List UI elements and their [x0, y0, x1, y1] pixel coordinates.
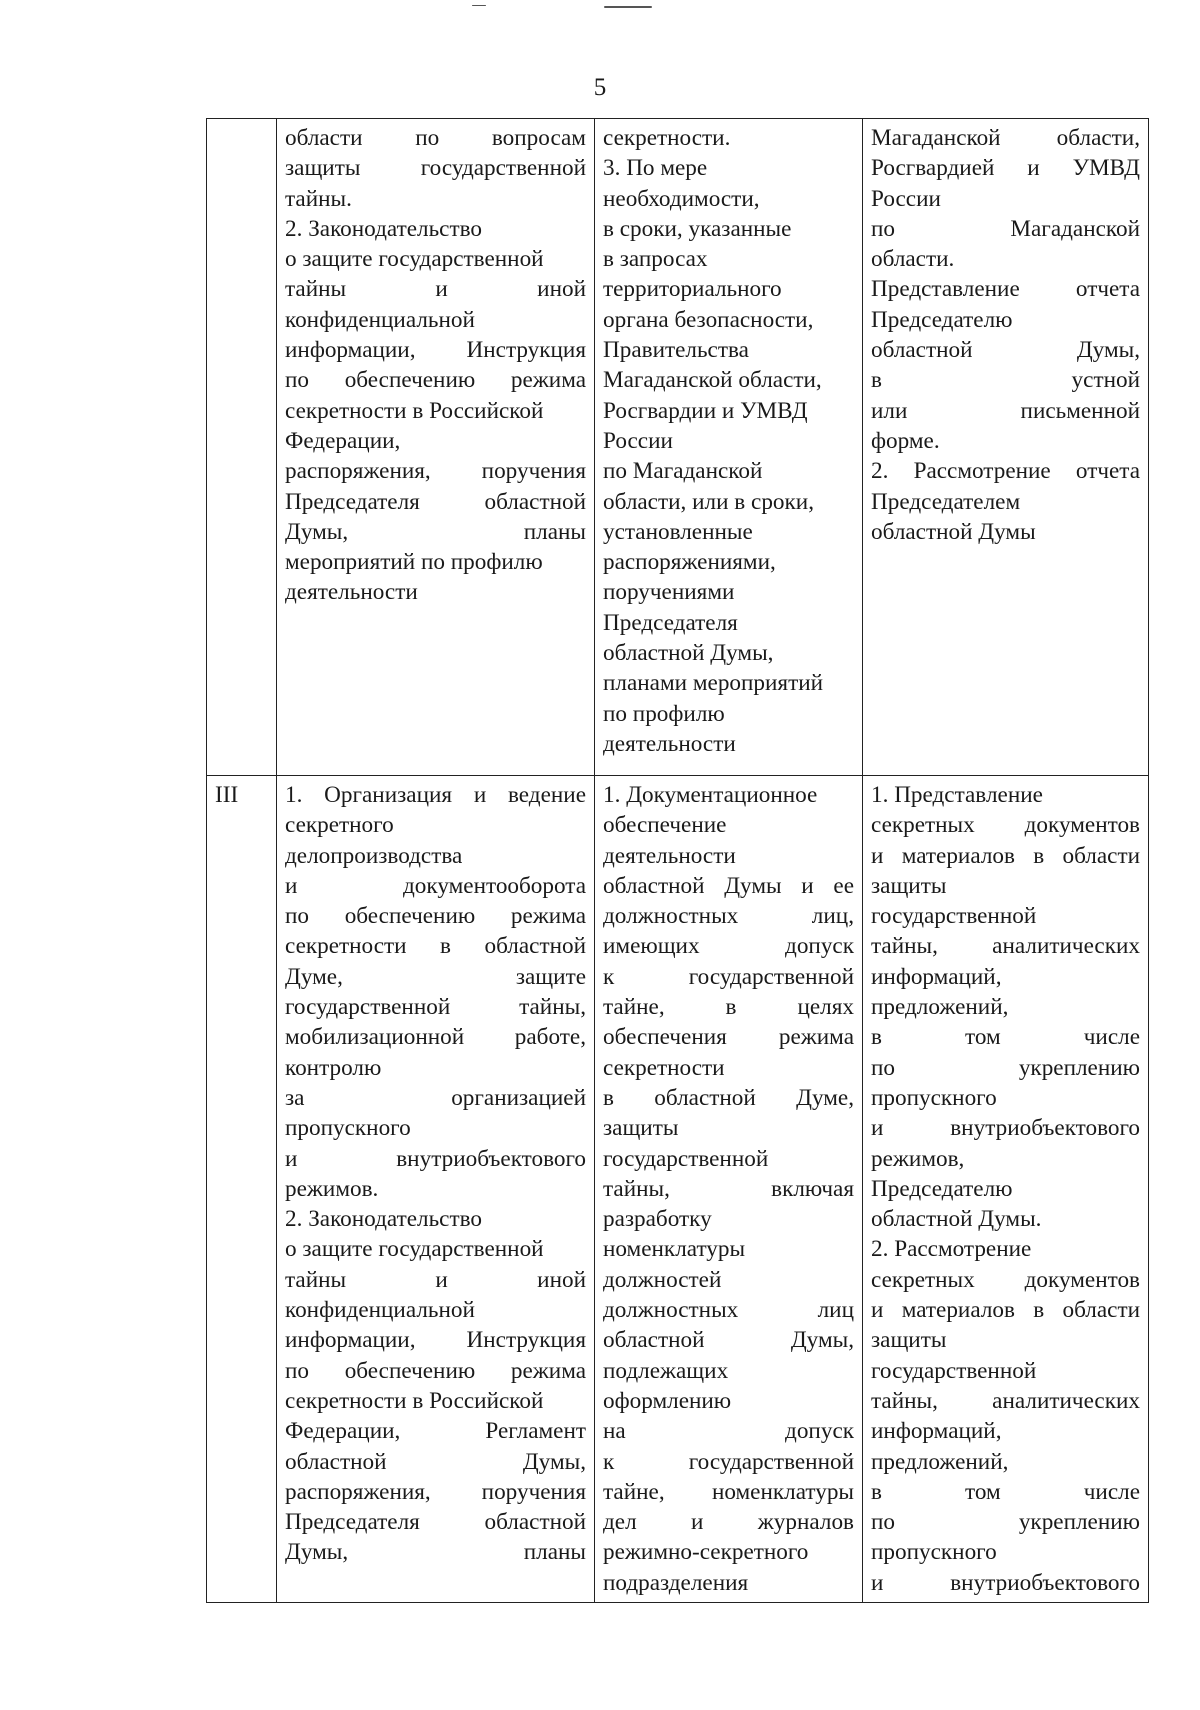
cell-text-line: имеющих допуск: [603, 933, 854, 960]
cell-text-line: секретности.: [603, 125, 731, 151]
cell-text-line: и материалов в области: [871, 842, 1140, 869]
cell-text-line: Председателя областной: [285, 1509, 586, 1536]
cell-text-line: обеспечения режима: [603, 1024, 854, 1051]
scan-speck: [472, 5, 486, 6]
cell-text-line: Магаданской области,: [603, 367, 822, 394]
result-cell: [863, 776, 1149, 1603]
cell-text-line: к государственной: [603, 963, 854, 990]
deadline-cell: [595, 119, 863, 776]
cell-text-line: оформлению: [603, 1387, 732, 1414]
cell-text-line: тайне, номенклатуры: [603, 1478, 854, 1505]
cell-text-line: по профилю: [603, 700, 725, 727]
cell-text-line: пропускного: [871, 1084, 997, 1111]
cell-text-line: секретных документов: [871, 812, 1140, 839]
cell-text-line: областной Думы,: [603, 640, 774, 667]
cell-text-line: областной Думы: [871, 518, 1036, 545]
cell-text-line: или письменной: [871, 397, 1140, 424]
cell-text-line: защиты государственной: [285, 155, 586, 182]
cell-text-line: должностных лиц: [603, 1297, 854, 1324]
cell-text-line: в сроки, указанные: [603, 215, 792, 242]
cell-text-line: 2. Рассмотрение: [871, 1236, 1032, 1263]
cell-text-line: предложений,: [871, 994, 1009, 1021]
cell-text-line: Председателя областной: [285, 488, 586, 515]
cell-text-line: в запросах: [603, 246, 708, 273]
content-cell: [277, 776, 595, 1603]
cell-text-line: установленные: [603, 518, 753, 545]
table-row: [207, 119, 1149, 776]
cell-text-line: России: [603, 427, 673, 454]
cell-text-line: форме.: [871, 427, 940, 454]
cell-text-line: распоряжения, поручения: [285, 1478, 586, 1505]
cell-text-line: Председателю: [871, 1175, 1013, 1202]
cell-text-line: Росгвардии и УМВД: [603, 397, 808, 424]
cell-text-line: 1. Организация и ведение: [285, 782, 586, 808]
cell-text-line: государственной: [871, 1357, 1037, 1384]
cell-text-line: Председателя: [603, 609, 738, 636]
cell-text-line: Росгвардией и УМВД: [871, 155, 1140, 182]
cell-text-line: области.: [871, 246, 955, 273]
cell-text-line: по Магаданской: [603, 458, 763, 485]
cell-text-line: делопроизводства: [285, 842, 463, 869]
cell-text-line: разработку: [603, 1206, 712, 1233]
cell-text-line: конфиденциальной: [285, 1297, 475, 1324]
cell-text-line: к государственной: [603, 1448, 854, 1475]
cell-text-line: 1. Документационное: [603, 782, 818, 808]
cell-text-line: информаций,: [871, 963, 1002, 990]
cell-text-line: в том числе: [871, 1478, 1140, 1505]
cell-text-line: должностей: [603, 1266, 722, 1293]
cell-text-line: по обеспечению режима: [285, 1357, 586, 1384]
cell-text-line: областной Думы,: [871, 337, 1140, 364]
cell-text-line: областной Думы,: [285, 1448, 586, 1475]
cell-text-line: номенклатуры: [603, 1236, 746, 1263]
cell-text-line: Магаданской области,: [871, 125, 1140, 151]
cell-text-line: и внутриобъектового: [871, 1569, 1140, 1596]
cell-text-line: 2. Законодательство: [285, 1206, 482, 1233]
cell-text-line: Представление отчета: [871, 276, 1140, 303]
cell-text-line: 3. По мере: [603, 155, 708, 182]
cell-text-line: государственной: [871, 903, 1037, 930]
content-cell: [277, 119, 595, 776]
cell-text-line: Думы, планы: [285, 518, 586, 545]
cell-text-line: дел и журналов: [603, 1509, 854, 1536]
cell-text-line: области по вопросам: [285, 125, 586, 151]
cell-text-line: распоряжения, поручения: [285, 458, 586, 485]
row-number-cell: [207, 119, 277, 776]
cell-text-line: тайны, аналитических: [871, 1387, 1140, 1414]
row-number-cell: III: [207, 776, 277, 1603]
cell-text-line: Федерации,: [285, 427, 401, 454]
cell-text-line: области, или в сроки,: [603, 488, 814, 515]
cell-text-line: по укреплению: [871, 1509, 1140, 1536]
deadline-cell: [595, 776, 863, 1603]
cell-text-line: подразделения: [603, 1569, 749, 1596]
cell-text-line: деятельности: [603, 842, 736, 869]
cell-text-line: контролю: [285, 1054, 382, 1081]
cell-text-line: областной Думы и ее: [603, 872, 854, 899]
cell-text-line: защиты: [603, 1115, 679, 1142]
cell-text-line: и внутриобъектового: [871, 1115, 1140, 1142]
cell-text-line: поручениями: [603, 579, 735, 606]
cell-text-line: за организацией: [285, 1084, 586, 1111]
cell-text-line: пропускного: [285, 1115, 411, 1142]
cell-text-line: защиты: [871, 1327, 947, 1354]
cell-text-line: на допуск: [603, 1418, 854, 1445]
cell-text-line: секретности: [603, 1054, 725, 1081]
cell-text-line: 2. Законодательство: [285, 215, 482, 242]
cell-text-line: в устной: [871, 367, 1140, 394]
cell-text-line: Правительства: [603, 337, 749, 364]
cell-text-line: Думе, защите: [285, 963, 586, 990]
table-row: [207, 776, 1149, 1603]
cell-text-line: Председателем: [871, 488, 1021, 515]
cell-text-line: необходимости,: [603, 185, 760, 212]
page-number: 5: [593, 74, 607, 101]
cell-text-line: по укреплению: [871, 1054, 1140, 1081]
cell-text-line: о защите государственной: [285, 246, 544, 273]
cell-text-line: секретных документов: [871, 1266, 1140, 1293]
cell-text-line: секретности в Российской: [285, 397, 544, 424]
cell-text-line: по Магаданской: [871, 215, 1140, 242]
cell-text-line: предложений,: [871, 1448, 1009, 1475]
cell-text-line: Федерации, Регламент: [285, 1418, 586, 1445]
cell-text-line: тайны, аналитических: [871, 933, 1140, 960]
cell-text-line: тайны и иной: [285, 276, 586, 303]
cell-text-line: режимов.: [285, 1175, 379, 1202]
document-table: [206, 118, 1149, 1603]
cell-text-line: секретного: [285, 812, 394, 839]
cell-text-line: России: [871, 185, 941, 212]
result-cell: [863, 119, 1149, 776]
cell-text-line: мобилизационной работе,: [285, 1024, 586, 1051]
cell-text-line: областной Думы,: [603, 1327, 854, 1354]
cell-text-line: территориального: [603, 276, 782, 303]
cell-text-line: и материалов в области: [871, 1297, 1140, 1324]
cell-text-line: в областной Думе,: [603, 1084, 854, 1111]
cell-text-line: по обеспечению режима: [285, 367, 586, 394]
cell-text-line: областной Думы.: [871, 1206, 1042, 1233]
cell-text-line: тайны.: [285, 185, 352, 212]
cell-text-line: режимов,: [871, 1145, 965, 1172]
cell-text-line: Думы, планы: [285, 1539, 586, 1566]
cell-text-line: подлежащих: [603, 1357, 729, 1384]
cell-text-line: пропускного: [871, 1539, 997, 1566]
cell-text-line: тайны и иной: [285, 1266, 586, 1293]
cell-text-line: обеспечение: [603, 812, 727, 839]
cell-text-line: планами мероприятий: [603, 670, 824, 697]
cell-text-line: секретности в Российской: [285, 1387, 544, 1414]
cell-text-line: секретности в областной: [285, 933, 586, 960]
cell-text-line: 2. Рассмотрение отчета: [871, 458, 1140, 485]
cell-text-line: государственной: [603, 1145, 769, 1172]
scan-speck: [604, 6, 652, 8]
cell-text-line: государственной тайны,: [285, 994, 586, 1021]
cell-text-line: информации, Инструкция: [285, 337, 586, 364]
cell-text-line: по обеспечению режима: [285, 903, 586, 930]
cell-text-line: органа безопасности,: [603, 306, 814, 333]
cell-text-line: и внутриобъектового: [285, 1145, 586, 1172]
cell-text-line: Председателю: [871, 306, 1013, 333]
cell-text-line: режимно-секретного: [603, 1539, 809, 1566]
cell-text-line: деятельности: [603, 730, 736, 757]
cell-text-line: защиты: [871, 872, 947, 899]
cell-text-line: информаций,: [871, 1418, 1002, 1445]
cell-text-line: и документооборота: [285, 872, 586, 899]
cell-text-line: тайне, в целях: [603, 994, 854, 1021]
cell-text-line: информации, Инструкция: [285, 1327, 586, 1354]
cell-text-line: о защите государственной: [285, 1236, 544, 1263]
cell-text-line: тайны, включая: [603, 1175, 854, 1202]
cell-text-line: деятельности: [285, 579, 418, 606]
cell-text-line: должностных лиц,: [603, 903, 854, 930]
cell-text-line: в том числе: [871, 1024, 1140, 1051]
cell-text-line: конфиденциальной: [285, 306, 475, 333]
cell-text-line: 1. Представление: [871, 782, 1043, 808]
cell-text-line: распоряжениями,: [603, 549, 776, 576]
cell-text-line: мероприятий по профилю: [285, 549, 543, 576]
